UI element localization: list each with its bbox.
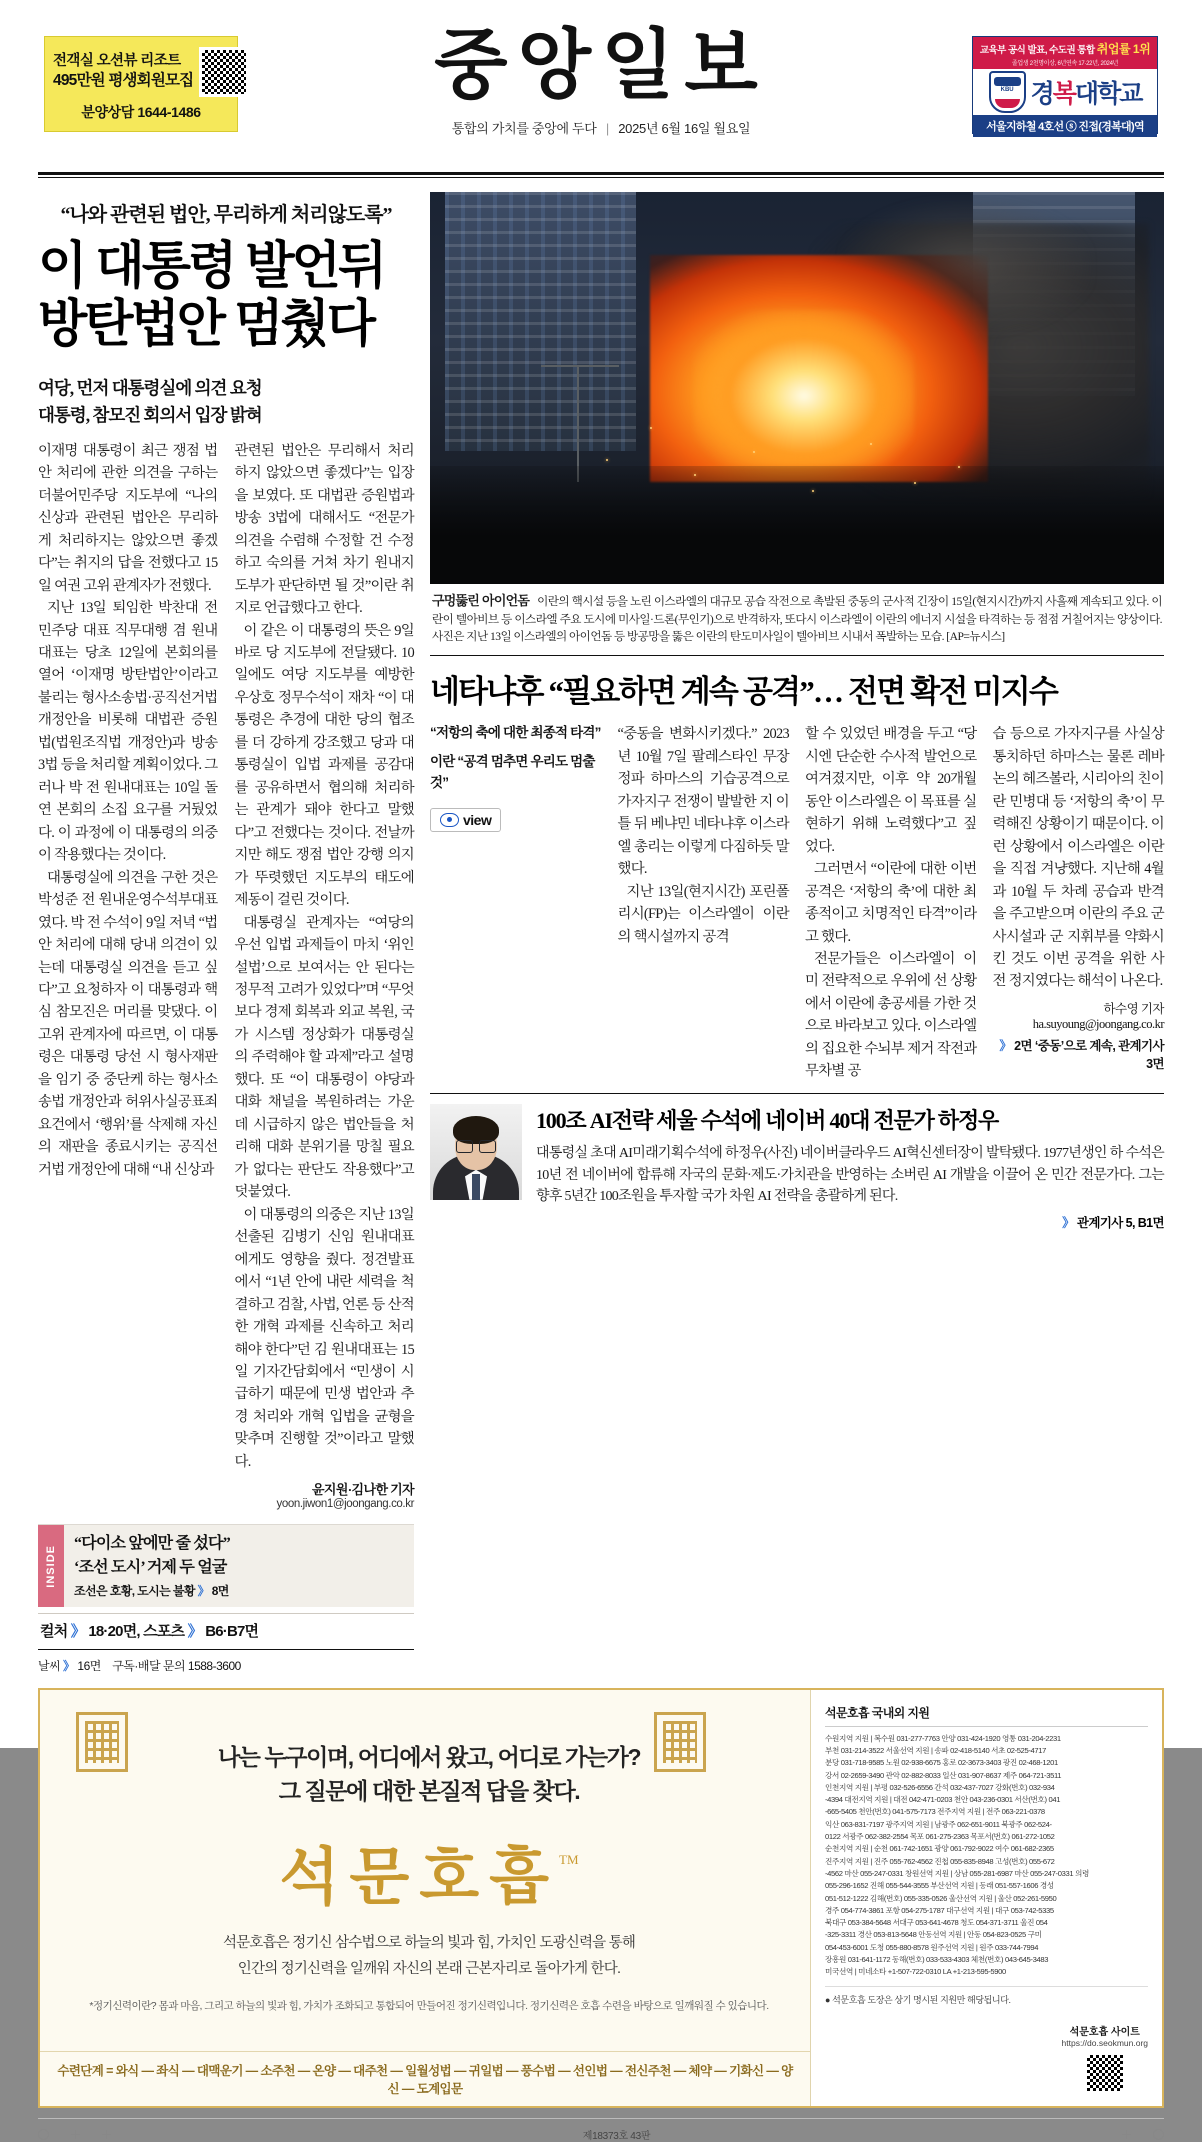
univ-name-part2: 대학교 xyxy=(1074,80,1142,108)
story2-body-col3 xyxy=(993,723,1165,993)
weather-label: 날씨 xyxy=(38,1658,61,1673)
trademark-mark: TM xyxy=(559,1851,579,1867)
paragraph: 대통령실 관계자는 “여당의 우선 입법 과제들이 마치 ‘위인설법’으로 보여서는 안 된다는 정무적 고려가 있었다”며 “무엇보다 경제 회복과 외교 복원, 국가 시스템 정상화가 대통령실의 주력해야 할 과제”라고 설명했다. 또 “이 대통령이 야당과 대화 채널을 복원하려는 가운데 시급하지 않은 법안들을 처리해 대화 분위기를 망칠 필요가 없다는 판단도 작용했다”고 덧붙였다. xyxy=(234,914,414,1201)
chevron-right-icon: 》 xyxy=(999,1038,1012,1053)
main-content xyxy=(0,178,1202,1674)
branch-list xyxy=(825,1733,1148,1979)
photo-caption xyxy=(430,584,1164,645)
branch-line: 장흥원 031-641-1172 동해(번호) 033-533-4303 체천(번호) 043-645-3483 xyxy=(825,1955,1049,1965)
brand-name: 석문호흡 xyxy=(279,1842,560,1912)
crop-mark-icon xyxy=(71,2130,80,2139)
bottom-ad-left xyxy=(40,1690,810,2106)
masthead-rule-thick xyxy=(38,172,1164,175)
top-banner-area xyxy=(0,0,1202,172)
branch-line: -325-3311 경산 053-813-5648 안동선역 지원 | 안동 054-823-0525 구미 xyxy=(825,1930,1042,1940)
inside-box-wrapper xyxy=(38,1524,414,1649)
university-name xyxy=(1031,74,1142,110)
ai-story-body xyxy=(536,1104,1164,1231)
inside-body xyxy=(64,1525,414,1606)
story2-byline: 하수영 기자 ha.suyoung@joongang.co.kr xyxy=(1032,1001,1164,1031)
news-photo-explosion xyxy=(430,192,1164,584)
lead-column-2 xyxy=(235,440,415,1511)
ad-right-subway-line: 서울지하철 4호선 ⓢ 진접(경복대)역 xyxy=(973,115,1157,137)
bottom-ad-desc-line2: 인간의 정기신력을 일깨워 자신의 본래 근본자리로 돌아가게 한다. xyxy=(237,1960,621,1977)
chevron-right-icon: 》 xyxy=(197,1583,209,1598)
publication-date: 2025년 6월 16일 월요일 xyxy=(618,121,751,136)
story2-body-col1 xyxy=(618,723,790,948)
paragraph: 이재명 대통령이 최근 쟁점 법안 처리에 관한 의견을 구하는 더불어민주당 지도부에 “나의 신상과 관련된 법안은 무리하게 처리하지는 않았으면 좋겠다”는 취지의 답을 전했다고 15일 여권 고위 관계자가 전했다. xyxy=(38,442,218,594)
chevron-right-icon: 》 xyxy=(70,1622,85,1640)
branch-line: -4562 마산 055-247-0331 창원선역 지원 | 상남 055-281-6987 마산 055-247-0331 의령 xyxy=(825,1868,1089,1878)
lead-headline-line1: 이 대통령 발언뒤 xyxy=(38,237,385,294)
page-footer xyxy=(38,2118,1164,2142)
ai-story xyxy=(430,1093,1164,1231)
ad-left-line3: 분양상담 1644-1486 xyxy=(81,103,201,120)
page-title: 중앙일보 xyxy=(434,23,768,108)
lead-email[interactable]: yoon.jiwon1@joongang.co.kr xyxy=(276,1498,414,1511)
branch-line: 북대구 053-384-5648 서대구 053-641-4678 청도 054-371-3711 울진 054 xyxy=(825,1918,1048,1928)
lead-subhead-line1: 여당, 먼저 대통령실에 의견 요청 xyxy=(38,378,262,399)
paragraph: 그러면서 “이란에 대한 이번 공격은 ‘저항의 축’에 대한 최종적이고 치명적인 타격”이라고 했다. xyxy=(805,861,977,945)
branch-line: -665-5405 천안(번호) 041-575-7173 전주지역 지원 | 전주 063-221-0378 xyxy=(825,1807,1045,1817)
circle-mark-icon xyxy=(38,2129,49,2140)
branch-line: 진주지역 지원 | 진주 055-762-4562 진첩 055-835-8948 고성(번호) 055-672 xyxy=(825,1856,1055,1866)
registration-marks-right xyxy=(1122,2129,1164,2140)
branch-line: 미국선역 | 미네소타 +1-507-722-0310 LA +1-213-595-5900 xyxy=(825,1967,1006,1977)
story2-subhead-2: 이란 “공격 멈추면 우리도 멈출것” xyxy=(430,754,595,791)
story2-column-2 xyxy=(618,723,790,1083)
chevron-right-icon: 》 xyxy=(1062,1216,1074,1231)
bottom-advertisement[interactable] xyxy=(38,1688,1164,2108)
story2-headline: 네타냐후 “필요하면 계속 공격”… 전면 확전 미지수 xyxy=(430,674,1058,710)
tagline-text: 통합의 가치를 중앙에 두다 xyxy=(451,121,597,136)
univ-name-part1: 경 xyxy=(1030,80,1053,108)
branch-line: 0122 서광주 062-382-2554 목포 061-275-2363 목포서(번호) 061-272-1052 xyxy=(825,1832,1055,1842)
story2-related-text: 2면 ‘중동’으로 계속, 관계기사 3면 xyxy=(1014,1038,1164,1071)
university-shield-icon xyxy=(989,71,1026,113)
bottom-ad-brand xyxy=(66,1827,792,1916)
weather-and-subscribe xyxy=(38,1657,414,1674)
eye-icon xyxy=(440,813,459,827)
paragraph: 관련된 법안은 무리해서 처리하지 않았으면 좋겠다”는 입장을 보였다. 또 대법관 증원법과 방송 3법에 대해서도 “전문가 의견을 수렴해 수정할 건 수정하고 숙의를 거쳐 차기 원내지도부가 판단하면 될 것”이란 취지로 언급했다고 한다. xyxy=(234,442,414,617)
paragraph: 습 등으로 가자지구를 사실상 통치하던 하마스는 물론 레바논의 헤즈볼라, 시리아의 친이란 민병대 등 ‘저항의 축’이 무력해진 상황이기 때문이다. 이런 상황에서 이스라엘은 이란을 직접 겨냥했다. 지난해 4월과 10월 두 차례 공습과 반격을 주고받으며 이란의 주요 군사시설과 군 지휘부를 약화시킨 것도 이번 공격을 위한 사전 정지였다는 해석이 나온다. xyxy=(992,726,1164,990)
lead-kicker: “나와 관련된 법안, 무리하게 처리않도록” xyxy=(60,204,392,226)
story2-column-3 xyxy=(805,723,977,1083)
photo-caption-lead: 구멍뚫린 아이언돔 xyxy=(432,593,530,608)
story2-subhead-1: “저항의 축에 대한 최종적 타격” xyxy=(430,725,601,741)
bottom-ad-right xyxy=(810,1690,1162,2106)
lead-section xyxy=(38,178,1164,1674)
paragraph: 전문가들은 이스라엘이 이미 전략적으로 우위에 선 상황에서 이란에 총공세를 가한 것으로 바라보고 있다. 이스라엘의 집요한 수뇌부 제거 작전과 무차별 공 xyxy=(805,950,977,1080)
story2-body-col2 xyxy=(805,723,977,1083)
section-divider xyxy=(430,655,1164,656)
qr-code-icon xyxy=(1084,2052,1126,2094)
ad-right-small-text: 졸업생 2천명이상, 6년연속 17·22년, 2024년 xyxy=(1011,61,1119,67)
paragraph: 할 수 있었던 배경을 두고 “당시엔 단순한 수사적 발언으로 여겨졌지만, 이후 약 20개월 동안 이스라엘은 이 목표를 실현하기 위해 노력했다”고 짚었다. xyxy=(805,726,977,855)
paragraph: 이 대통령의 의중은 지난 13일 선출된 김병기 신임 원내대표에게도 영향을 줬다. 정견발표에서 “1년 안에 내란 세력을 척결하고 검찰, 사법, 언론 등 산적한 개혁 과제를 신속하고 처리해야 한다”던 김 원내대표는 15일 기자간담회에서 “민생이 시급하기 때문에 민생 법안과 추경 처리와 개혁 입법을 균형을 맞추며 진행할 것”이라고 말했다. xyxy=(234,1206,414,1470)
ai-story-text: 대통령실 초대 AI미래기획수석에 하정우(사진) 네이버클라우드 AI혁신센터장이 발탁됐다. 1977년생인 하 수석은 10년 전 네이버에 합류해 자국의 문화·제도·가치관을 반영하는 소버린 AI 개발을 이끌어 온 민간 전문가다. 그는 향후 5년간 100조원을 투자할 국가 차원 AI 전략을 총괄하게 된다. xyxy=(536,1145,1164,1205)
branch-line: 부천 031-214-3522 서울선역 지원 | 송파 02-418-5140 서초 02-525-4717 xyxy=(825,1745,1047,1755)
bottom-ad-question-line2: 그 질문에 대한 본질적 답을 찾다. xyxy=(278,1778,580,1805)
lead-story xyxy=(38,192,430,1674)
bottom-ad-question-line1: 나는 누구이며, 어디에서 왔고, 어디로 가는가? xyxy=(217,1743,641,1770)
photo-caption-body: 이란의 핵시설 등을 노린 이스라엘의 대규모 공습 작전으로 촉발된 중동의 군사적 긴장이 15일(현지시간)까지 사흘째 계속되고 있다. 이란이 텔아비브 등 이스라엘 주요 도시에 미사일·드론(무인기)으로 반격하자, 또다시 이스라엘이 이란의 에너지 시설을 타격하는 등 점점 거칠어지는 양상이다. 사진은 지난 13일 이스라엘의 아이언돔 등 방공망을 뚫은 이란의 탄도미사일이 텔아비브 시내서 폭발하는 모습. [AP=뉴시스] xyxy=(432,595,1162,643)
branch-line: 인천지역 지원 | 부평 032-526-6556 간석 032-437-7027 강화(번호) 032-934 xyxy=(825,1782,1055,1792)
index-culture-label: 컬처 xyxy=(40,1622,68,1640)
crop-mark-icon xyxy=(102,2130,111,2139)
story2-column-1 xyxy=(430,723,602,1083)
photo-crane xyxy=(577,365,579,483)
branch-line: 경주 054-774-3861 포항 054-275-1787 대구선역 지원 | 대구 053-742-5335 xyxy=(825,1905,1054,1915)
site-label: 석문호흡 사이트 xyxy=(1069,2026,1140,2038)
paragraph: 대통령실에 의견을 구한 것은 박성준 전 원내운영수석부대표였다. 박 전 수석이 9일 저녁 “법안 처리에 대해 당내 의견이 있는데 대통령실 의견을 듣고 싶다”고 요청하자 이 대통령과 핵심 참모진은 머리를 맞댔다. 이 고위 관계자에 따르면, 이 대통령은 대통령 당선 시 형사재판을 임기 중 중단케 하는 형사소송법 개정안과 허위사실공표죄 요건에서 ‘행위’를 삭제해 자신의 재판을 종료시키는 공직선거법 개정안에 대해 “내 신상과 xyxy=(38,869,218,1178)
inside-subline xyxy=(74,1582,404,1599)
circle-mark-icon xyxy=(1153,2129,1164,2140)
branch-line: 수원지역 지원 | 복수원 031-277-7763 안양 031-424-1920 영통 031-204-2231 xyxy=(825,1733,1061,1743)
ad-right-middle xyxy=(973,69,1157,115)
bottom-ad-site[interactable] xyxy=(1062,2023,1148,2094)
paragraph: 지난 13일 퇴임한 박찬대 전 민주당 대표 직무대행 겸 원내대표는 당초 12일에 본회의를 열어 ‘이재명 방탄법안’이라고 불리는 형사소송법·공직선거법 개정안을 비롯해 대법관 증원법(법원조직법 개정안)과 방송 3법 등을 처리할 계획이었다. 그러나 박 전 원내대표는 10일 돌연 본회의 소집 요구를 거뒀었다. 이 과정에 이 대통령의 의중이 작용했다는 것이다. xyxy=(38,600,218,864)
ad-right-university[interactable] xyxy=(972,36,1158,134)
index-culture-pages: 18·20면, xyxy=(88,1622,140,1640)
inside-footer-index[interactable] xyxy=(38,1613,414,1641)
ad-left-line1: 전객실 오션뷰 리조트 xyxy=(53,52,181,69)
branch-line: 익산 063-831-7197 광주지역 지원 | 남광주 062-651-9011 북광주 062-524- xyxy=(825,1819,1052,1829)
crop-mark-icon xyxy=(1122,2130,1131,2139)
issue-number: 제18373호 43판 xyxy=(582,2130,651,2142)
ad-right-top-line xyxy=(977,40,1153,57)
seal-stamp-icon xyxy=(654,1712,706,1772)
paragraph: “중동을 변화시키겠다.” 2023년 10월 7일 팔레스타인 무장 정파 하마스의 기습공격으로 가자지구 전쟁이 발발한 지 이틀 뒤 베냐민 네타냐후 이스라엘 총리는 이렇게 다짐하듯 말했다. xyxy=(617,726,789,878)
shield-label: KBU xyxy=(1000,87,1014,93)
inside-subline-text: 조선은 호황, 도시는 불황 xyxy=(74,1583,195,1598)
bottom-ad-note: *정기신력이란? 몸과 마음, 그리고 하늘의 빛과 힘, 가치가 조화되고 통합되어 만들어진 정기신력입니다. 정기신력은 호흡 수련을 바탕으로 일깨워질 수 있습니다. xyxy=(89,1999,769,2012)
lead-body-col1 xyxy=(38,440,218,1181)
bottom-ad-desc-line1: 석문호흡은 정기신 삼수법으로 하늘의 빛과 힘, 가치인 도광신력을 통해 xyxy=(222,1934,636,1951)
inside-tab xyxy=(38,1525,64,1606)
index-sports-label: 스포츠 xyxy=(143,1622,185,1640)
inside-page-ref: 8면 xyxy=(211,1583,229,1598)
branch-line: -4394 대전지역 지원 | 대전 042-471-0203 천안 043-236-0301 서산(번호) 041 xyxy=(825,1795,1061,1805)
ad-right-top xyxy=(973,37,1157,69)
branch-line: 강서 02-2659-3490 관악 02-882-8033 일산 031-907-8637 제주 064-721-3511 xyxy=(825,1770,1062,1780)
branch-line: 051-512-1222 김해(번호) 055-335-0526 울산선역 지원 | 울산 052-261-5950 xyxy=(825,1893,1057,1903)
chevron-right-icon: 》 xyxy=(187,1622,202,1640)
inside-box[interactable] xyxy=(38,1524,414,1606)
index-sports-pages: B6·B7면 xyxy=(205,1622,259,1640)
registration-marks xyxy=(38,2129,111,2140)
ad-left-line2: 495만원 평생회원모집 xyxy=(53,72,194,90)
lead-body-col2 xyxy=(235,440,415,1474)
story2-related[interactable] xyxy=(993,1036,1165,1072)
ad-right-highlight: 취업률 1위 xyxy=(1096,42,1151,56)
weather-page: 16면 xyxy=(77,1658,101,1673)
glasses-icon xyxy=(456,1140,496,1152)
photo-building-left xyxy=(445,192,636,451)
chevron-right-icon: 》 xyxy=(63,1658,75,1673)
lead-subhead xyxy=(38,375,414,428)
ai-story-related[interactable] xyxy=(536,1213,1164,1231)
lead-column-1 xyxy=(38,440,218,1511)
paragraph: 지난 13일(현지시간) 포린폴리시(FP)는 이스라엘이 이란의 핵시설까지 공격 xyxy=(617,883,789,945)
paragraph: 이 같은 이 대통령의 뜻은 9일 바로 당 지도부에 전달됐다. 10일에도 여당 지도부를 예방한 우상호 정무수석이 재차 “이 대통령은 추경에 대한 당의 협조를 더 강하게 강조했고 당과 대통령실이 입법 과제를 공감대를 공유하면서 협의해 처리하는 관계가 돼야 한다고 말했다”고 전했다는 것이다. 전날까지만 해도 쟁점 법안 강행 의지가 뚜렷했던 지도부의 태도에 제동이 걸린 것이다. xyxy=(234,622,414,909)
lead-byline: 윤지원·김나한 기자 xyxy=(311,1482,414,1498)
ai-story-related-text: 관계기사 5, B1면 xyxy=(1076,1216,1164,1231)
branch-line: 순천지역 지원 | 순천 061-742-1651 광양 061-792-9022 여수 061-682-2365 xyxy=(825,1844,1054,1854)
site-url[interactable]: https://do.seokmun.org xyxy=(1061,2037,1148,2048)
branch-list-footnote: ● 석문호흡 도장은 상기 명시된 지원만 해당됩니다. xyxy=(825,1986,1148,2006)
inside-tab-label: INSIDE xyxy=(45,1544,57,1588)
branch-list-title: 석문호흡 국내외 지원 xyxy=(825,1704,1148,1727)
right-section xyxy=(430,192,1164,1674)
subscribe-info: 구독·배달 문의 1588-3600 xyxy=(112,1658,241,1673)
inside-headline-1: “다이소 앞에만 줄 섰다” xyxy=(74,1535,230,1553)
lead-columns xyxy=(38,440,414,1511)
seal-stamp-icon xyxy=(76,1712,128,1772)
photo-foreground xyxy=(430,466,1164,584)
lead-subhead-line2: 대통령, 참모진 회의서 입장 밝혀 xyxy=(38,404,262,425)
branch-line: 분당 031-718-9585 노원 02-938-6675 홍로 02-3673-3403 광진 02-468-1201 xyxy=(825,1758,1058,1768)
story2-column-4 xyxy=(993,723,1165,1083)
story2-columns xyxy=(430,723,1164,1083)
bottom-ad-description xyxy=(66,1930,792,1982)
ai-story-headline: 100조 AI전략 세울 수석에 네이버 40대 전문가 하정우 xyxy=(536,1107,999,1133)
univ-name-highlight: 복 xyxy=(1052,80,1075,108)
inside-headline-2: ‘조선 도시’ 거제 두 얼굴 xyxy=(74,1558,227,1576)
branch-line: 055-296-1652 진해 055-544-3555 부산선역 지원 | 동래 051-557-1606 경성 xyxy=(825,1881,1054,1891)
ad-right-top-text: 교육부 공식 발표, 수도권 통합 xyxy=(979,45,1095,56)
ai-story-portrait xyxy=(430,1104,522,1200)
portrait-tie xyxy=(472,1174,480,1200)
branch-line: 054-453-6001 도청 055-880-8578 원주선역 지원 | 원주 033-744-7994 xyxy=(825,1942,1039,1952)
lead-headline-line2: 방탄법안 멈췄다 xyxy=(38,295,374,353)
lead-headline xyxy=(38,237,414,353)
bottom-ad-steps: 수련단계 = 와식 — 좌식 — 대맥운기 — 소주천 — 온양 — 대주천 — 일월성법 — 귀일법 — 풍수법 — 선인법 — 전신주천 — 체약 — 기화신 — 양신 — 도계입문 xyxy=(40,2051,810,2106)
tagline-separator: | xyxy=(605,121,609,136)
photo-fireball-core xyxy=(694,310,914,467)
view-badge-label: view xyxy=(463,812,492,829)
view-badge[interactable] xyxy=(430,808,501,832)
